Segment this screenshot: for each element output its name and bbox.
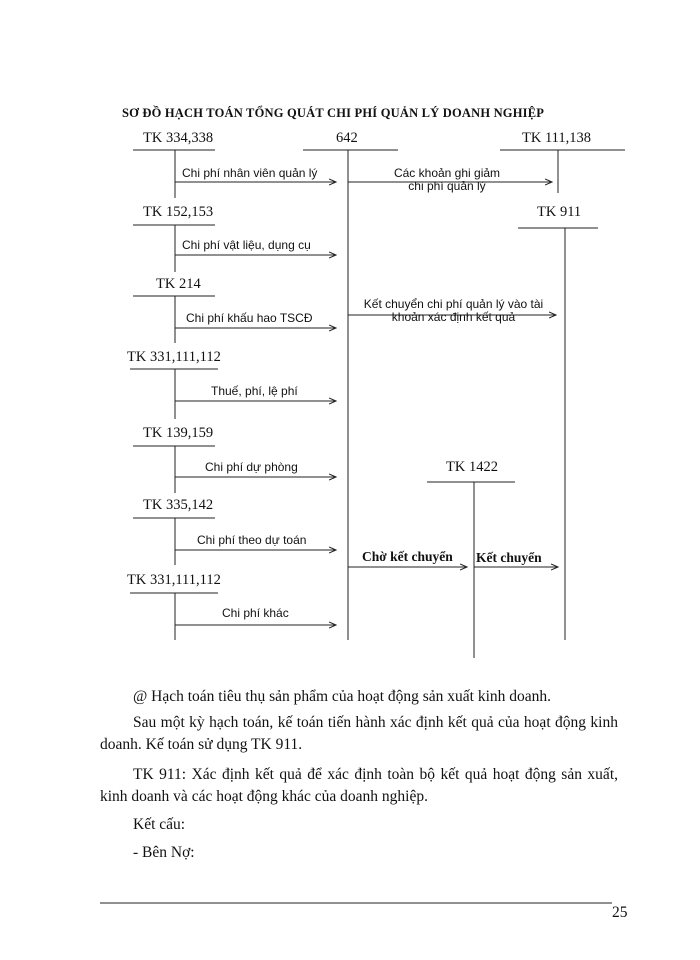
flow-label-staff: Chi phí nhân viên quản lý [182,166,318,180]
flow-label-materials: Chi phí vật liệu, dụng cụ [182,238,311,252]
page-number: 25 [612,904,628,921]
account-214-label: TK 214 [156,276,201,292]
flow-label-transfer-911: Kết chuyển chi phí quản lý vào tài khoản xác định kết quả [363,297,544,324]
account-911-label: TK 911 [537,204,582,220]
account-334-338-label: TK 334,338 [143,130,214,146]
account-111-138-label: TK 111,138 [522,130,592,146]
paragraph-1: Sau một kỳ hạch toán, kế toán tiến hành xác định kết quả của hoạt động kinh doanh. Kế toán sử dụng TK 911. [100,714,618,753]
flow-label-taxes: Thuế, phí, lệ phí [211,384,298,398]
flow-label-other: Chi phí khác [222,606,289,620]
account-335-142-label: TK 335,142 [143,497,214,513]
flow-label-provisions: Chi phí dự phòng [205,460,298,474]
debit-side-label: - Bên Nợ: [133,844,195,861]
flow-label-reduction: Các khoản ghi giảm chi phí quản lý [393,166,501,193]
section-heading: @ Hạch toán tiêu thụ sản phẩm của hoạt động sản xuất kinh doanh. [133,688,552,705]
structure-label: Kết cấu: [133,816,186,833]
flow-label-pending: Chờ kết chuyển [362,549,453,564]
account-642-label: 642 [336,130,358,146]
account-152-153-label: TK 152,153 [143,204,214,220]
account-1422-label: TK 1422 [446,459,498,475]
account-331-111-112-b-label: TK 331,111,112 [127,572,221,588]
diagram-title: SƠ ĐỒ HẠCH TOÁN TỔNG QUÁT CHI PHÍ QUẢN LÝ DOANH NGHIỆP [122,106,545,120]
flow-label-depreciation: Chi phí khấu hao TSCĐ [186,311,313,325]
account-139-159-label: TK 139,159 [143,425,214,441]
paragraph-2: TK 911: Xác định kết quả để xác định toàn bộ kết quả hoạt động sản xuất, kinh doanh và các hoạt động khác của doanh nghiệp. [100,766,618,805]
flow-label-estimated: Chi phí theo dự toán [197,533,307,547]
account-331-111-112-label: TK 331,111,112 [127,349,221,365]
flow-label-transfer: Kết chuyển [476,550,542,565]
